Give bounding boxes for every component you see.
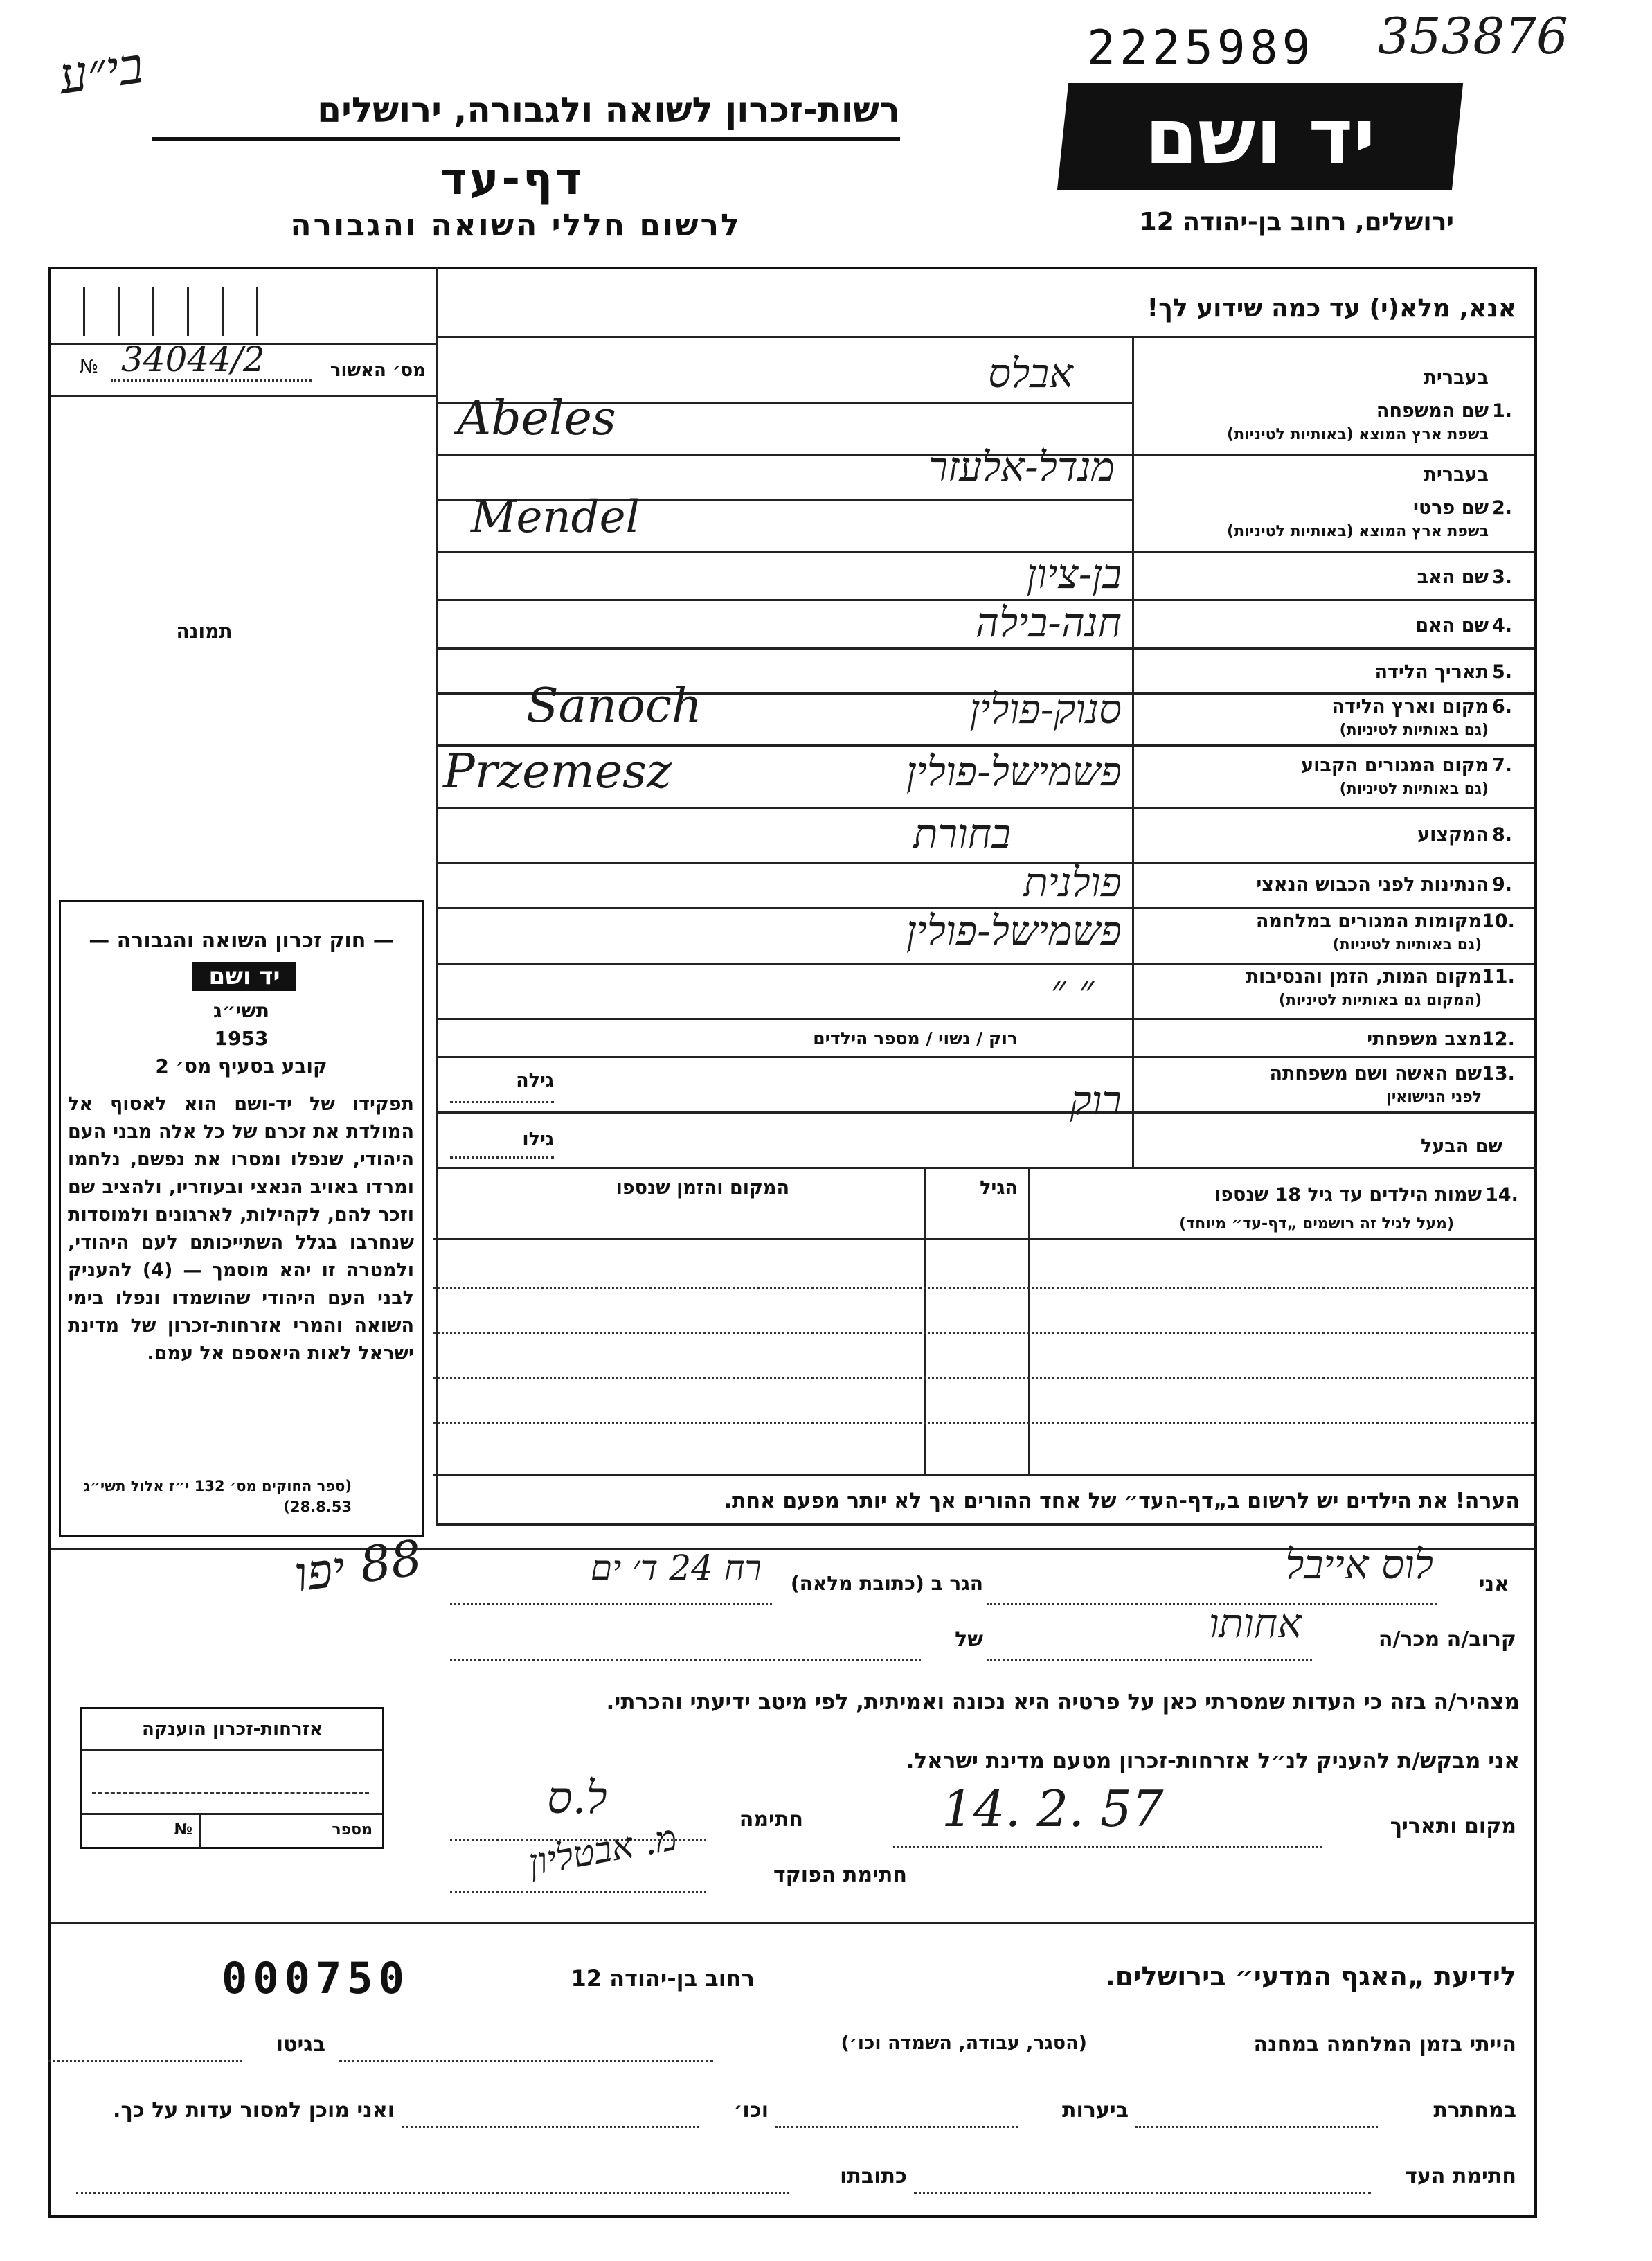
children-num: 14.	[1485, 1184, 1518, 1206]
field-13-num: 13.	[1482, 1063, 1515, 1084]
yad-vashem-logo	[1057, 83, 1463, 190]
row-separator-3	[1132, 599, 1534, 601]
citizenship-number-mark: №	[174, 1821, 192, 1839]
row-separator-1	[1132, 454, 1534, 456]
row-separator-6	[1132, 744, 1534, 747]
value-residence-heb: פשמישל-פולין	[906, 748, 1122, 795]
law-year-heb: תשי״ג	[213, 999, 269, 1022]
law-body: תפקידו של יד-ושם הוא לאסוף אל המולדת את זכרם של כל אלה מבני העם היהודי, שנפלו ומסרו את נפשם, נלחמו ומרדו באויב הנאצי ובעוזריו, ולהציב שם וזכר להם, לקהילות, לארגונים ולמוסדות שנחרבו בגלל השתייכותם לעם היהודי, ולמטרה זו יהא מוסמך — (4) להעניק לבני העם היהודי שהושמדו ונפלו בימי השואה והמרי אזרחות-זכרון של מדינת ישראל לאות היאספם אל עמם.	[68, 1093, 414, 1364]
law-logo-text: יד ושם	[208, 963, 280, 990]
field-6-label: מקום וארץ הלידה	[1331, 696, 1489, 717]
footer-address: רחוב בן-יהודה 12	[571, 1965, 755, 1992]
field-1-sub: בשפת ארץ המוצא (באותיות לטיניות)	[1227, 426, 1489, 443]
declarant-of-line	[450, 1659, 921, 1661]
field-6-sub: (גם באותיות לטיניות)	[1339, 722, 1489, 739]
place-date-label: מקום ותאריך	[1390, 1814, 1516, 1839]
value-mother: חנה-בילה	[975, 599, 1122, 646]
value-line-10	[436, 963, 1132, 965]
field-2-sub: בשפת ארץ המוצא (באותיות לטיניות)	[1227, 523, 1489, 540]
declarant-relative-value: אחותו	[1208, 1600, 1302, 1647]
handwritten-number: 353876	[1378, 7, 1568, 65]
row-separator-7	[1132, 807, 1534, 809]
value-residence-lat: Przemesz	[443, 744, 672, 799]
row-separator-4	[1132, 647, 1534, 650]
footer-line3-b: כתובתו	[840, 2164, 907, 2188]
intro-text: אנא, מלא(י) עד כמה שידוע לך!	[1147, 294, 1516, 323]
field-1-label: שם המשפחה	[1376, 400, 1489, 422]
field-6-num: 6.	[1492, 696, 1513, 717]
approval-number: 34044/2	[121, 339, 265, 379]
officer-signature: מ. אבטליון	[525, 1816, 681, 1884]
field-7-sub: (גם באותיות לטיניות)	[1339, 780, 1489, 798]
value-family-heb: אבלס	[988, 350, 1073, 397]
footer-line3-a: חתימת העד	[1405, 2164, 1516, 2188]
footer-line2-d: ואני מוכן למסור עדות על כך.	[113, 2098, 395, 2123]
footer-divider	[51, 1922, 1536, 1924]
request-text: אני מבקש/ת להעניק לנ״ל אזרחות-זכרון מטעם מדינת ישראל.	[906, 1749, 1520, 1773]
field-husband-age-label: גילו	[522, 1129, 554, 1150]
value-line-12	[436, 1056, 1132, 1058]
field-3-num: 3.	[1492, 566, 1513, 588]
value-line-7	[436, 807, 1132, 809]
field-1-lang: בעברית	[1424, 367, 1489, 388]
field-13-age-line	[450, 1101, 554, 1103]
footer-line2-a: במחתרת	[1433, 2098, 1516, 2123]
field-12-sub-inline: רוק / נשוי / מספר הילדים	[813, 1028, 1018, 1048]
field-9-num: 9.	[1492, 874, 1513, 895]
value-given-heb: מנדל-אלעזר	[928, 443, 1115, 490]
side-note: 88 יפו	[291, 1529, 426, 1603]
signature-label: חתימה	[739, 1807, 803, 1832]
logo-text: יד ושם	[1144, 92, 1376, 181]
field-7-num: 7.	[1492, 755, 1513, 776]
field-13-label: שם האשה ושם משפחתה	[1269, 1063, 1482, 1084]
margin-handwritten-note: בי״ע	[55, 35, 147, 106]
value-wartime-residence: פשמישל-פולין	[906, 907, 1122, 954]
footer-number: 000750	[222, 1953, 410, 2003]
signature-value: ל.ס	[547, 1773, 607, 1824]
approval-label: מס׳ האשור	[330, 360, 426, 381]
field-husband-age-line	[450, 1156, 554, 1159]
value-birthplace-heb: סנוק-פולין	[969, 686, 1122, 733]
field-11-sub: (המקום גם באותיות לטיניות)	[1278, 992, 1482, 1009]
footer-line2-dots-c	[402, 2126, 699, 2128]
footer-line1-dots-b	[48, 2060, 242, 2062]
note-divider	[436, 1523, 1537, 1526]
citizenship-box	[80, 1707, 384, 1849]
field-12-label: מצב משפחתי	[1367, 1028, 1482, 1050]
field-2-label: שם פרטי	[1413, 497, 1489, 519]
value-line-4	[436, 647, 1132, 650]
value-profession: בחורת	[913, 810, 1011, 857]
field-10-label: מקומות המגורים במלחמה	[1255, 911, 1482, 932]
value-family-status: רוק	[1070, 1077, 1122, 1124]
value-birthplace-lat: Sanoch	[526, 679, 702, 733]
field-5-num: 5.	[1492, 661, 1513, 683]
declarant-address-line	[450, 1603, 772, 1605]
field-3-label: שם האב	[1417, 566, 1489, 588]
field-5-label: תאריך הלידה	[1374, 661, 1489, 683]
footer-line3-dots-b	[76, 2192, 789, 2194]
footer-line2-b: ביערות	[1062, 2098, 1129, 2123]
law-citation: (ספר החוקים מס׳ 132 י״ז אלול תשי״ג 28.8.53)	[83, 1478, 352, 1515]
field-8-num: 8.	[1492, 824, 1513, 846]
citizenship-number-label: מספר	[332, 1821, 372, 1839]
children-label: שמות הילדים עד גיל 18 שנספו	[1214, 1184, 1482, 1206]
org-name: רשות-זכרון לשואה ולגבורה, ירושלים	[317, 90, 900, 130]
law-box	[59, 900, 424, 1537]
approval-no-mark: №	[80, 357, 99, 377]
field-13-sub: לפני הנישואין	[1386, 1089, 1482, 1106]
footer-line1-c: בגיטו	[276, 2032, 325, 2057]
row-separator-9	[1132, 907, 1534, 909]
field-12-num: 12.	[1482, 1028, 1515, 1050]
law-clause: קובע בסעיף מס׳ 2	[155, 1055, 327, 1078]
row-separator-2	[1132, 551, 1534, 553]
org-underline	[152, 137, 900, 141]
field-1-num: 1.	[1492, 400, 1513, 422]
footer-line1-a: הייתי בזמן המלחמה במחנה	[1253, 2032, 1516, 2057]
value-death-place: ״ ״	[1050, 966, 1094, 1013]
officer-label: חתימת הפוקד	[773, 1863, 907, 1887]
footer-line1-dots-a	[339, 2060, 713, 2062]
approval-divider-bottom	[51, 395, 436, 397]
footer-line2-dots-a	[1135, 2126, 1378, 2128]
declaration-text: מצהיר/ה בזה כי העדות שמסרתי כאן על פרטיה היא נכונה ואמיתית, לפי מיטב ידיעתי והכרתי.	[606, 1690, 1520, 1715]
approval-ticks	[69, 280, 429, 343]
value-nationality: פולנית	[1023, 859, 1122, 906]
intro-divider	[436, 336, 1534, 338]
value-given-lat: Mendel	[471, 492, 640, 543]
photo-label: תמונה	[176, 620, 233, 643]
field-11-label: מקום המות, הזמן והנסיבות	[1246, 966, 1482, 987]
row-separator-10	[1132, 963, 1534, 965]
field-husband-label: שם הבעל	[1420, 1136, 1502, 1157]
footer-line1-b: (הסגר, עבודה, השמדה וכו׳)	[841, 2032, 1087, 2054]
form-subtitle: לרשום חללי השואה והגבורה	[290, 208, 742, 243]
date-value: 14. 2. 57	[942, 1780, 1164, 1838]
field-11-num: 11.	[1482, 966, 1515, 987]
footer-line2-dots-b	[775, 2126, 1018, 2128]
value-line-11	[436, 1018, 1132, 1020]
field-10-num: 10.	[1482, 911, 1515, 932]
field-9-label: הנתינות לפני הכבוש הנאצי	[1256, 874, 1489, 895]
declarant-relative-line	[987, 1659, 1312, 1661]
law-title: — חוק זכרון השואה והגבורה —	[89, 929, 394, 953]
form-title: דף-עד	[440, 154, 584, 205]
value-father: בן-ציון	[1026, 551, 1122, 598]
field-4-num: 4.	[1492, 615, 1513, 636]
declarant-resides-label: הגר ב (כתובת מלאה)	[790, 1572, 983, 1595]
footer-line2-c: וכו׳	[733, 2098, 769, 2123]
declarant-name-value: לוס אייבל	[1285, 1541, 1433, 1588]
row-separator-5	[1132, 692, 1534, 695]
field-13-age-label: גילה	[516, 1070, 554, 1091]
row-separator-13	[1132, 1111, 1534, 1114]
note-text: הערה! את הילדים יש לרשום ב„דף-העד״ של אחד ההורים אך לא יותר מפעם אחת.	[724, 1489, 1520, 1513]
approval-line	[111, 379, 312, 382]
address: ירושלים, רחוב בן-יהודה 12	[1139, 208, 1454, 236]
footer-title: לידיעת „האגף המדעי״ בירושלים.	[1105, 1961, 1516, 1992]
law-logo	[192, 962, 296, 991]
row-separator-8	[1132, 862, 1534, 864]
place-date-line	[893, 1846, 1322, 1848]
citizenship-title: אזרחות-זכרון הוענקה	[142, 1719, 323, 1740]
declarant-address-value: רח 24 ד׳ ים	[590, 1548, 762, 1588]
declarant-relative-label: קרוב/ה מכר/ה	[1378, 1627, 1516, 1652]
children-sub: (מעל לגיל זה רושמים „דף-עד״ מיוחד)	[1179, 1215, 1454, 1233]
children-col-age: הגיל	[980, 1177, 1018, 1199]
row-separator-12	[1132, 1056, 1534, 1058]
children-col-place: המקום והזמן שנספו	[616, 1177, 789, 1199]
field-4-label: שם האם	[1415, 615, 1489, 636]
declarant-ani: אני	[1478, 1572, 1509, 1596]
label-column-divider	[1132, 336, 1134, 1167]
field-10-sub: (גם באותיות לטיניות)	[1332, 936, 1482, 954]
declarant-of-label: של	[955, 1627, 983, 1652]
law-year: 1953	[214, 1027, 269, 1050]
field-2-lang: בעברית	[1424, 464, 1489, 485]
field-2-num: 2.	[1492, 497, 1513, 519]
stamp-number: 2225989	[1087, 21, 1315, 75]
footer-line3-dots-a	[914, 2192, 1371, 2194]
row-separator-11	[1132, 1018, 1534, 1020]
field-7-label: מקום המגורים הקבוע	[1301, 755, 1489, 776]
field-8-label: המקצוע	[1417, 824, 1489, 846]
value-family-lat: Abeles	[457, 391, 616, 446]
